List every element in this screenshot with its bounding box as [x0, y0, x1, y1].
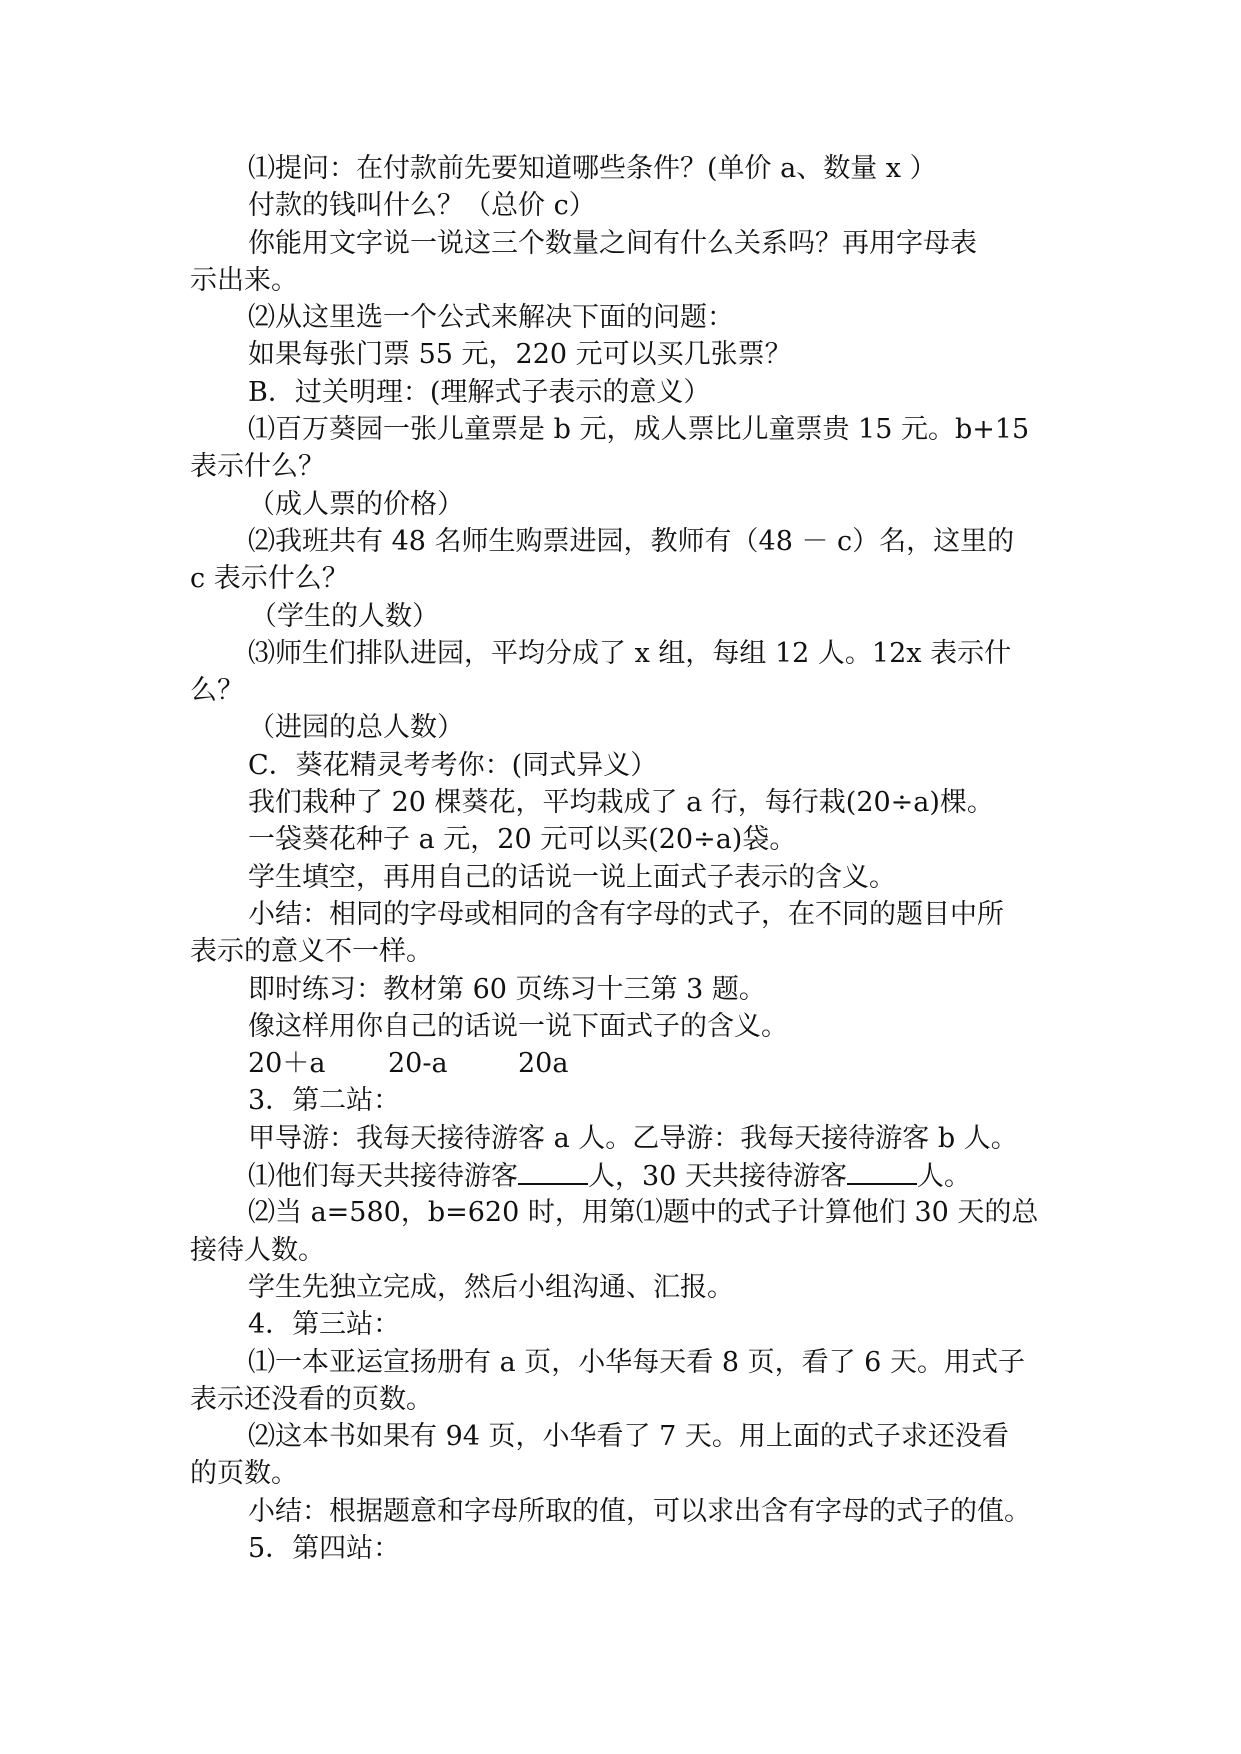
expression-1: 20＋a	[248, 1048, 326, 1080]
text-line: 如果每张门票 55 元，220 元可以买几张票？	[248, 339, 792, 371]
text-line: （学生的人数）	[250, 600, 439, 632]
text-line: ⑴提问：在付款前先要知道哪些条件？(单价 a、数量 x ）	[248, 153, 937, 184]
text-line: C．葵花精灵考考你：(同式异义）	[248, 749, 658, 781]
text-line: 你能用文字说一说这三个数量之间有什么关系吗？再用字母表	[248, 227, 977, 259]
text-line: 学生先独立完成，然后小组沟通、汇报。	[248, 1271, 734, 1303]
text-line: 小结：根据题意和字母所取的值，可以求出含有字母的式子的值。	[248, 1495, 1031, 1527]
text-line: （进园的总人数）	[248, 712, 464, 744]
document-body	[190, 150, 1060, 1567]
text-line: 一袋葵花种子 a 元，20 元可以买(20÷a)袋。	[248, 824, 797, 856]
text-line: 示出来。	[190, 264, 298, 296]
text-line: 表示什么？	[190, 451, 325, 483]
text-block-1	[190, 150, 1060, 1045]
text-line: 5．第四站：	[248, 1532, 401, 1564]
expression-2: 20-a	[388, 1048, 448, 1080]
text-line: （成人票的价格）	[248, 488, 464, 520]
text-line: 即时练习：教材第 60 页练习十三第 3 题。	[248, 973, 766, 1005]
text-line: 像这样用你自己的话说一说下面式子的含义。	[248, 1010, 788, 1042]
text-line: 小结：相同的字母或相同的含有字母的式子，在不同的题目中所	[248, 898, 1004, 930]
text-line: 3．第二站：	[248, 1085, 401, 1117]
text-line: B．过关明理：(理解式子表示的意义）	[248, 376, 711, 408]
text-line: ⑵当 a=580，b=620 时，用第⑴题中的式子计算他们 30 天的总	[248, 1197, 1039, 1229]
fill-text-1: ⑴他们每天共接待游客	[248, 1161, 518, 1193]
text-line: ⑴百万葵园一张儿童票是 b 元，成人票比儿童票贵 15 元。b+15	[248, 414, 1030, 446]
fill-text-2: 人，30 天共接待游客	[588, 1161, 847, 1193]
text-line: ⑶师生们排队进园，平均分成了 x 组，每组 12 人。12x 表示什	[248, 637, 1012, 669]
text-line: c 表示什么？	[190, 563, 349, 595]
answer-blank-1	[518, 1157, 588, 1185]
expression-3: 20a	[518, 1048, 569, 1080]
text-line: 表示还没看的页数。	[190, 1383, 433, 1415]
text-line: 我们栽种了 20 棵葵花，平均栽成了 a 行，每行栽(20÷a)棵。	[248, 787, 994, 819]
fill-in-blank-line	[190, 1157, 1060, 1194]
text-block-3	[190, 1194, 1060, 1567]
text-line: 的页数。	[190, 1458, 298, 1490]
text-line: 4．第三站：	[248, 1309, 401, 1341]
expression-row	[190, 1045, 1060, 1082]
text-line: 么？	[190, 675, 244, 707]
fill-text-3: 人。	[916, 1161, 971, 1193]
text-line: 表示的意义不一样。	[190, 936, 433, 968]
text-block-2	[190, 1082, 1060, 1157]
text-line: ⑴一本亚运宣扬册有 a 页，小华每天看 8 页，看了 6 天。用式子	[248, 1346, 1025, 1378]
text-line: ⑵我班共有 48 名师生购票进园，教师有（48 － c）名，这里的	[248, 525, 1015, 557]
text-line: 付款的钱叫什么？（总价 c）	[248, 190, 596, 222]
answer-blank-2	[847, 1157, 917, 1185]
text-line: 甲导游：我每天接待游客 a 人。乙导游：我每天接待游客 b 人。	[248, 1122, 1018, 1154]
text-line: ⑵从这里选一个公式来解决下面的问题：	[248, 302, 734, 334]
text-line: 接待人数。	[190, 1234, 325, 1266]
text-line: 学生填空，再用自己的话说一说上面式子表示的含义。	[248, 861, 896, 893]
text-line: ⑵这本书如果有 94 页，小华看了 7 天。用上面的式子求还没看	[248, 1421, 1009, 1453]
